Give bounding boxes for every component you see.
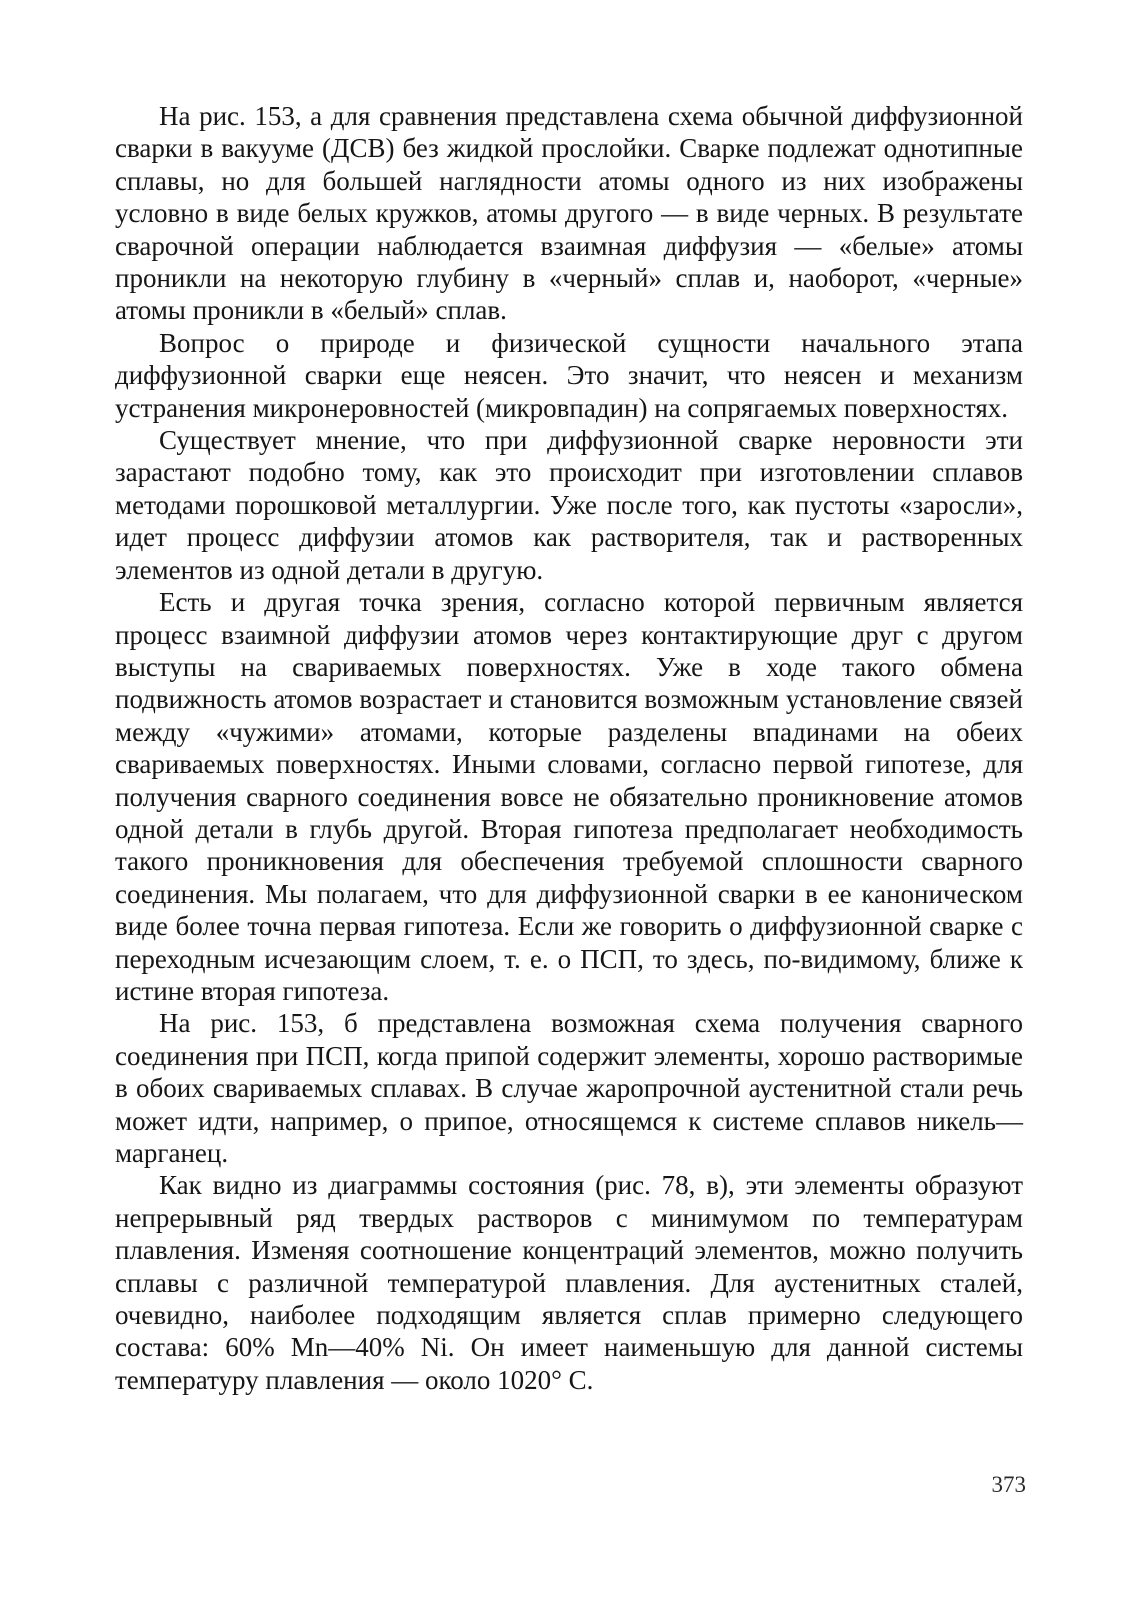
paragraph-4: Есть и другая точка зрения, согласно которой первичным является процесс взаимной диффузии атомов через контактирующие друг с другом выступы на свариваемых поверхностях. Уже в ходе такого обмена подвижность атомов возрастает и становится возможным установление связей между «чужими» атомами, которые разделены впадинами на обеих свариваемых поверхностях. Иными словами, согласно первой гипотезе, для получения сварного соединения вовсе не обязательно проникновение атомов одной детали в глубь другой. Вторая гипотеза предполагает необходимость такого проникновения для обеспечения требуемой сплошности сварного соединения. Мы полагаем, что для диффузионной сварки в ее каноническом виде более точна первая гипотеза. Если же говорить о диффузионной сварке с переходным исчезающим слоем, т. е. о ПСП, то здесь, по-видимому, ближе к истине вторая гипотеза. bbox=[115, 587, 1023, 1006]
paragraph-6: Как видно из диаграммы состояния (рис. 78, в), эти элементы образуют непрерывный ряд твердых растворов с минимумом по температурам плавления. Изменяя соотношение концентраций элементов, можно получить сплавы с различной температурой плавления. Для аустенитных сталей, очевидно, наиболее подходящим является сплав примерно следующего состава: 60% Mn—40% Ni. Он имеет наименьшую для данной системы температуру плавления — около 1020° С. bbox=[115, 1170, 1023, 1395]
page-text bbox=[115, 100, 1023, 1396]
paragraph-3: Существует мнение, что при диффузионной сварке неровности эти зарастают подобно тому, как это происходит при изготовлении сплавов методами порошковой металлургии. Уже после того, как пустоты «заросли», идет процесс диффузии атомов как растворителя, так и растворенных элементов из одной детали в другую. bbox=[115, 425, 1023, 585]
paragraph-5: На рис. 153, б представлена возможная схема получения сварного соединения при ПСП, когда припой содержит элементы, хорошо растворимые в обоих свариваемых сплавах. В случае жаропрочной аустенитной стали речь может идти, например, о припое, относящемся к системе сплавов никель—марганец. bbox=[115, 1008, 1023, 1168]
paragraph-2: Вопрос о природе и физической сущности начального этапа диффузионной сварки еще неясен. Это значит, что неясен и механизм устранения микронеровностей (микровпадин) на сопрягаемых поверхностях. bbox=[115, 327, 1023, 423]
page-number: 373 bbox=[991, 1472, 1026, 1497]
paragraph-1: На рис. 153, а для сравнения представлена схема обычной диффузионной сварки в вакууме (ДСВ) без жидкой прослойки. Сварке подлежат однотипные сплавы, но для большей наглядности атомы одного из них изображены условно в виде белых кружков, атомы другого — в виде черных. В результате сварочной операции наблюдается взаимная диффузия — «белые» атомы проникли на некоторую глубину в «черный» сплав и, наоборот, «черные» атомы проникли в «белый» сплав. bbox=[115, 101, 1023, 326]
